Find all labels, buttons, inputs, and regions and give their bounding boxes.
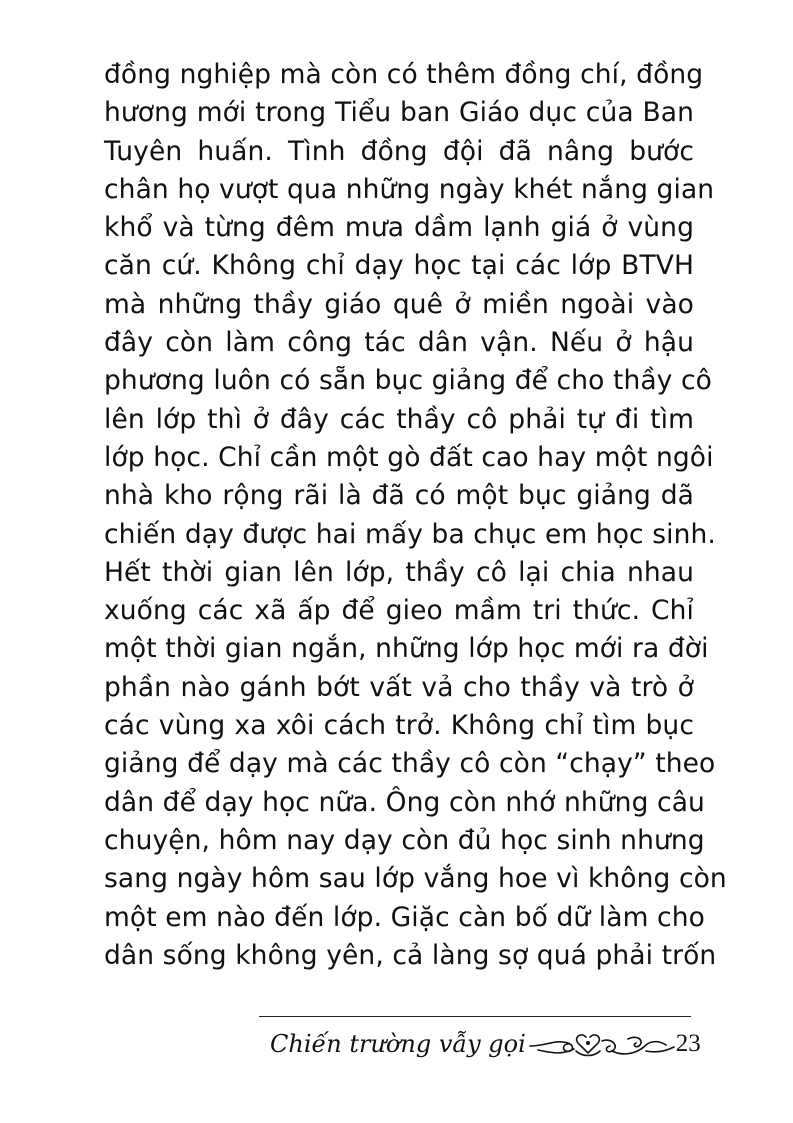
text-line: các vùng xa xôi cách trở. Không chỉ tìm bục <box>104 710 694 742</box>
text-line: phương luôn có sẵn bục giảng để cho thầy cô <box>104 365 712 397</box>
text-line: đây còn làm công tác dân vận. Nếu ở hậu <box>104 327 694 359</box>
running-footer <box>270 1024 701 1064</box>
swirl-heart-ornament-icon <box>528 1027 678 1061</box>
text-line: giảng để dạy mà các thầy cô còn “chạy” theo <box>104 748 716 780</box>
text-line: chuyện, hôm nay dạy còn đủ học sinh nhưng <box>104 824 705 856</box>
text-line: khổ và từng đêm mưa dầm lạnh giá ở vùng <box>104 212 694 244</box>
text-line: một thời gian ngắn, những lớp học mới ra đời <box>104 633 709 665</box>
page-number: 23 <box>675 1030 701 1057</box>
text-line: hương mới trong Tiểu ban Giáo dục của Ban <box>104 97 694 129</box>
text-line: chân họ vượt qua những ngày khét nắng gian <box>104 173 715 205</box>
text-line: Hết thời gian lên lớp, thầy cô lại chia nhau <box>104 556 694 588</box>
text-line: lên lớp thì ở đây các thầy cô phải tự đi tìm <box>104 403 694 435</box>
text-line: xuống các xã ấp để gieo mầm tri thức. Chỉ <box>104 595 694 627</box>
text-line: đồng nghiệp mà còn có thêm đồng chí, đồng <box>104 59 704 90</box>
text-line: căn cứ. Không chỉ dạy học tại các lớp BTVH <box>104 250 694 282</box>
text-line: sang ngày hôm sau lớp vắng hoe vì không còn <box>104 863 727 895</box>
text-line: chiến dạy được hai mấy ba chục em học sinh. <box>104 518 716 550</box>
footer-divider <box>259 1016 691 1017</box>
book-title: Chiến trường vẫy gọi <box>270 1030 526 1058</box>
text-line: dân để dạy học nữa. Ông còn nhớ những câu <box>104 786 705 818</box>
body-text <box>104 56 727 975</box>
text-line: một em nào đến lớp. Giặc càn bố dữ làm cho <box>104 901 705 933</box>
text-line: Tuyên huấn. Tình đồng đội đã nâng bước <box>104 135 694 167</box>
text-line: nhà kho rộng rãi là đã có một bục giảng dã <box>104 480 694 512</box>
text-line: lớp học. Chỉ cần một gò đất cao hay một ngôi <box>104 441 714 473</box>
text-line: phần nào gánh bớt vất vả cho thầy và trò ở <box>104 671 694 703</box>
text-line: dân sống không yên, cả làng sợ quá phải trốn <box>104 939 717 971</box>
text-line: mà những thầy giáo quê ở miền ngoài vào <box>104 288 694 320</box>
